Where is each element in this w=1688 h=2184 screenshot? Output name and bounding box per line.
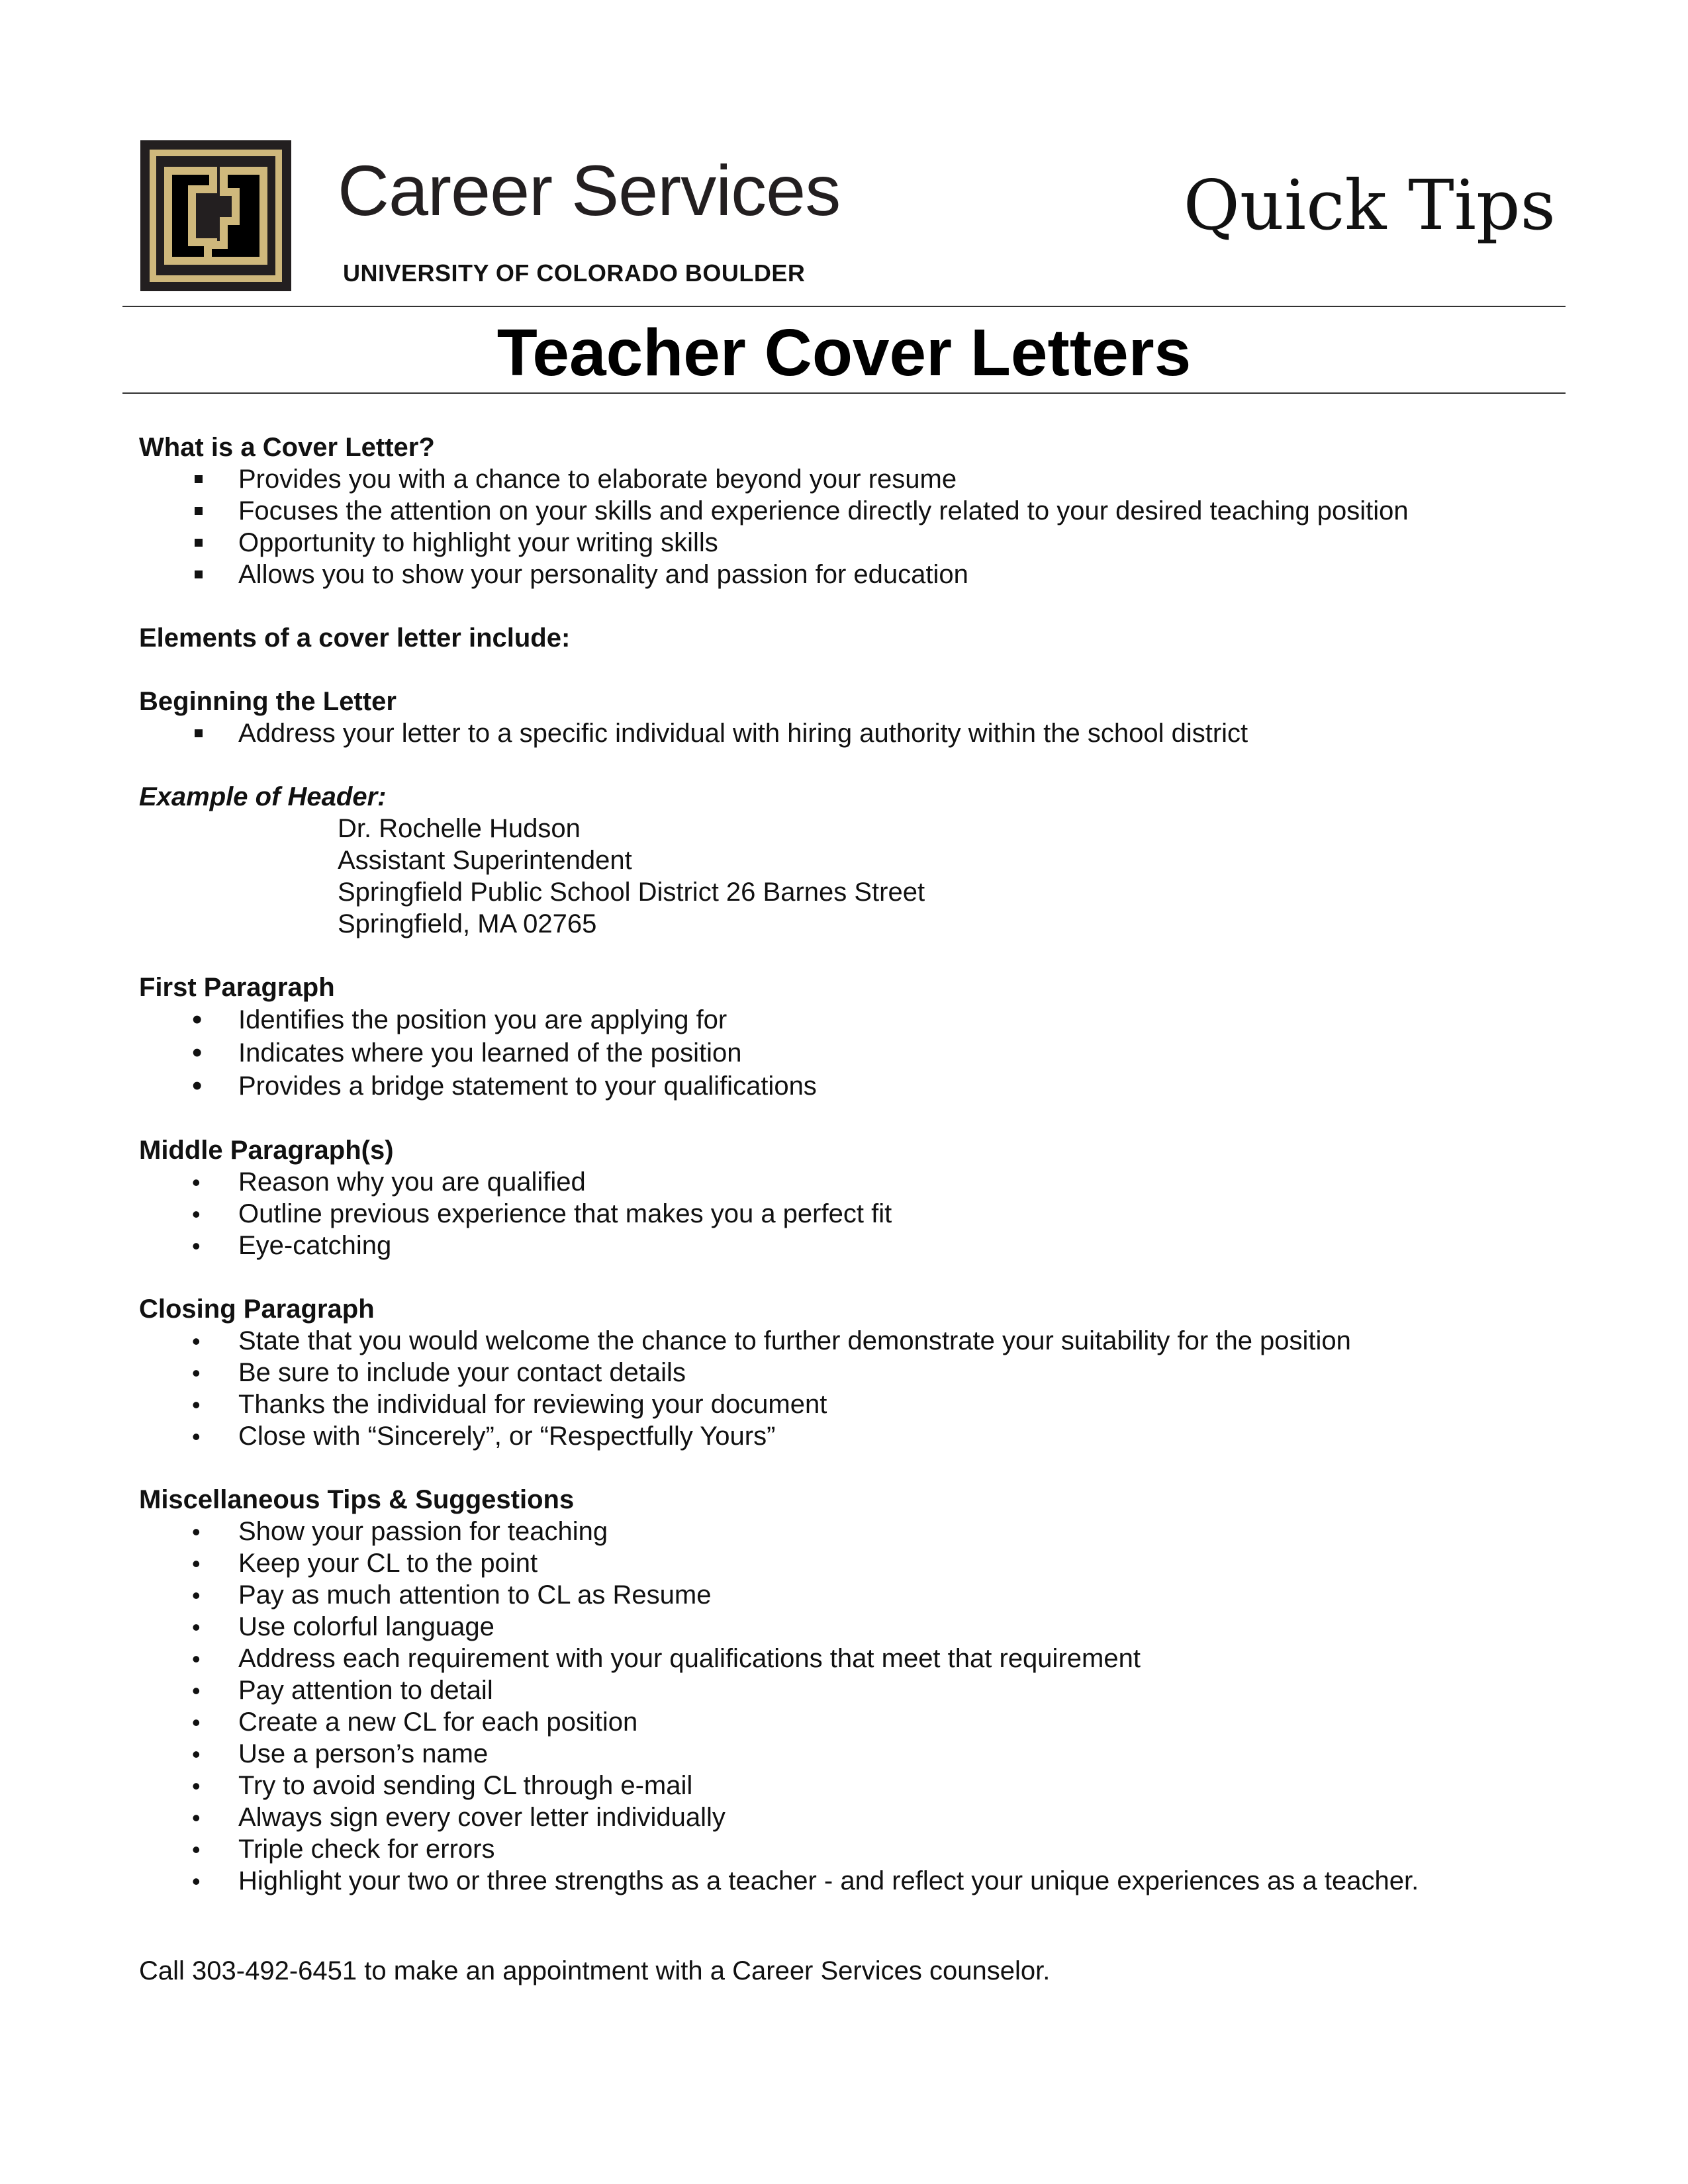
org-subtitle: UNIVERSITY OF COLORADO BOULDER xyxy=(343,259,806,287)
bullet-icon xyxy=(192,1738,201,1770)
bullet-icon xyxy=(192,1036,202,1070)
list-item: • Create a new CL for each position xyxy=(139,1706,1562,1738)
list-item: Address your letter to a specific individual with hiring authority within the school district xyxy=(238,719,1248,748)
list-item: • Close with “Sincerely”, or “Respectfully Yours” xyxy=(139,1420,1562,1452)
bullet-icon xyxy=(192,1003,202,1037)
list-item: • Identifies the position you are applying for xyxy=(139,1003,1562,1036)
bullet-icon xyxy=(192,1230,201,1262)
bullet-icon xyxy=(192,1325,201,1357)
address-line: Assistant Superintendent xyxy=(338,846,632,875)
section-heading-example: Example of Header: xyxy=(139,782,387,811)
bullet-icon xyxy=(192,1388,201,1421)
address-line: Springfield, MA 02765 xyxy=(338,909,597,938)
section-heading-middle: Middle Paragraph(s) xyxy=(139,1136,394,1165)
list-item: • Address each requirement with your qualifications that meet that requirement xyxy=(139,1643,1562,1674)
address-line: Springfield Public School District 26 Barnes Street xyxy=(338,878,925,907)
section-heading-what: What is a Cover Letter? xyxy=(139,433,435,462)
bullet-icon xyxy=(192,1801,201,1834)
bullet-icon xyxy=(192,1166,201,1199)
middle-paragraph-list xyxy=(139,1166,1562,1261)
cu-logo xyxy=(132,132,299,299)
bullet-icon xyxy=(192,1357,201,1389)
list-item: Allows you to show your personality and passion for education xyxy=(238,560,968,589)
bottom-divider xyxy=(122,392,1566,394)
list-item: Provides you with a chance to elaborate beyond your resume xyxy=(238,465,957,494)
bullet-icon xyxy=(192,1420,201,1453)
bullet-icon xyxy=(192,1833,201,1866)
top-divider xyxy=(122,306,1566,307)
list-item: • Outline previous experience that makes you a perfect fit xyxy=(139,1198,1562,1230)
list-item: • Highlight your two or three strengths as a teacher - and reflect your unique experiences as a teacher. xyxy=(139,1865,1562,1897)
what-list xyxy=(139,463,1562,590)
list-item: • Indicates where you learned of the position xyxy=(139,1036,1562,1069)
bullet-icon xyxy=(192,1069,202,1103)
bullet-icon xyxy=(192,1611,201,1643)
closing-paragraph-list xyxy=(139,1325,1562,1452)
list-item: • Eye-catching xyxy=(139,1230,1562,1261)
list-item: • Pay as much attention to CL as Resume xyxy=(139,1579,1562,1611)
section-heading-closing: Closing Paragraph xyxy=(139,1295,375,1324)
list-item: • Show your passion for teaching xyxy=(139,1516,1562,1547)
misc-tips-list xyxy=(139,1516,1562,1897)
section-heading-first: First Paragraph xyxy=(139,973,335,1002)
list-item: • Use colorful language xyxy=(139,1611,1562,1643)
bullet-icon xyxy=(192,1579,201,1612)
bullet-icon xyxy=(192,1643,201,1675)
list-item: • Try to avoid sending CL through e-mail xyxy=(139,1770,1562,1801)
document-header xyxy=(132,132,1556,304)
section-heading-beginning: Beginning the Letter xyxy=(139,687,397,716)
contact-footer: Call 303-492-6451 to make an appointment with a Career Services counselor. xyxy=(139,1956,1051,1985)
document-body xyxy=(139,432,1562,2013)
list-item: Focuses the attention on your skills and experience directly related to your desired teaching position xyxy=(238,496,1409,525)
list-item: • Keep your CL to the point xyxy=(139,1547,1562,1579)
list-item: Opportunity to highlight your writing skills xyxy=(238,528,718,557)
list-item: • Thanks the individual for reviewing your document xyxy=(139,1388,1562,1420)
bullet-icon xyxy=(192,1674,201,1707)
list-item: • State that you would welcome the chance to further demonstrate your suitability for the position xyxy=(139,1325,1562,1357)
first-paragraph-list xyxy=(139,1003,1562,1103)
bullet-icon xyxy=(192,1198,201,1230)
address-line: Dr. Rochelle Hudson xyxy=(338,814,581,843)
section-heading-misc: Miscellaneous Tips & Suggestions xyxy=(139,1485,575,1514)
beginning-list xyxy=(139,717,1562,749)
page-title: Teacher Cover Letters xyxy=(496,316,1192,390)
bullet-icon xyxy=(192,1865,201,1897)
section-heading-elements: Elements of a cover letter include: xyxy=(139,623,571,653)
bullet-icon xyxy=(192,1706,201,1739)
list-item: • Triple check for errors xyxy=(139,1833,1562,1865)
list-item: • Be sure to include your contact details xyxy=(139,1357,1562,1388)
bullet-icon xyxy=(192,1547,201,1580)
quick-tips-label: Quick Tips xyxy=(1183,165,1556,246)
bullet-icon xyxy=(192,1770,201,1802)
list-item: • Use a person’s name xyxy=(139,1738,1562,1770)
list-item: • Provides a bridge statement to your qualifications xyxy=(139,1069,1562,1103)
list-item: • Reason why you are qualified xyxy=(139,1166,1562,1198)
list-item: • Always sign every cover letter individually xyxy=(139,1801,1562,1833)
bullet-icon xyxy=(192,1516,201,1548)
org-name: Career Services xyxy=(338,150,841,230)
list-item: • Pay attention to detail xyxy=(139,1674,1562,1706)
